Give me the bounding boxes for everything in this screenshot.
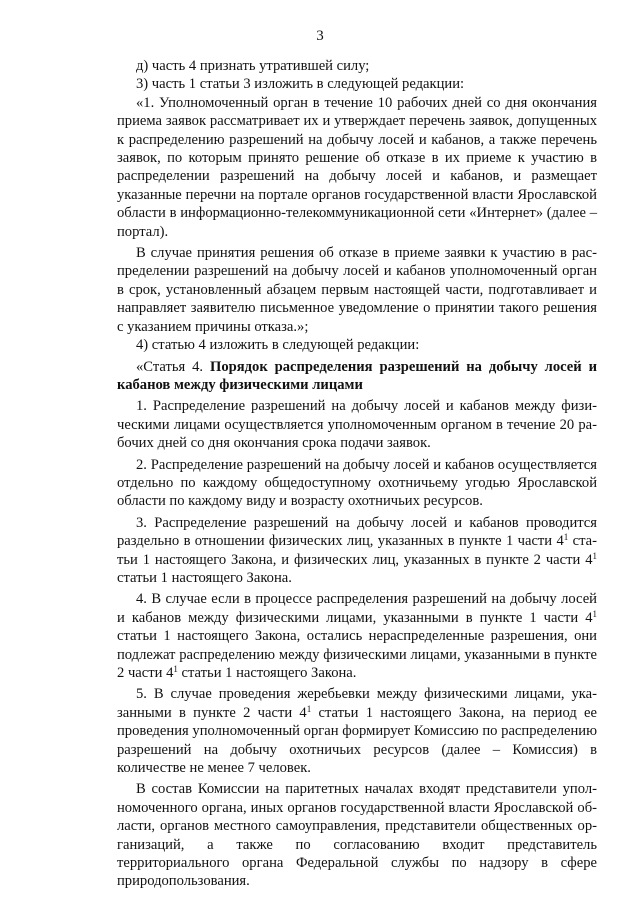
part-3-text-b: статьи 1 настоящего Закона, и физических лиц, указанных в пункте 2 части 4 [117,533,597,568]
paragraph-article3-part1: «1. Уполномоченный орган в течение 10 рабочих дней со дня окончания приема заявок рассматривает их и утверждает перечень заявок, допущенных к распределению разрешений на добычу лосей и кабанов, а также перечень заявок, по которым принято решение об отказе в их приеме к участию в распределении разрешений на добычу лосей и кабанов, и размещает указанные перечни на портале органов государственной власти Ярославской области в информационно-телекоммуникационной сети «Интернет» (далее – портал). [117,94,597,240]
article-4-part-5 [117,685,597,777]
article-4-part-4 [117,590,597,682]
part-4-text-a: 4. В случае если в процессе распределения разрешений на добычу лосей и кабанов между физическими лицами, указанными в пункте 1 части 4 [117,591,597,626]
paragraph-item-4: 4) статью 4 изложить в следующей редакции: [136,337,420,354]
paragraph-refusal-notice: В случае принятия решения об отказе в приеме заявки к участию в распределении разрешений на добычу лосей и кабанов уполномоченный орган в срок, установленный абзацем первым настоящей части, подготавливает и направляет заявителю письменное уведомление о принятии такого решения с указанием причины отказа.»; [117,245,597,335]
superscript: 1 [592,608,597,619]
part-4-text-b: статьи 1 настоящего Закона, остались нераспределенные разрешения, они подлежат распределению между физическими лицами, указанными в пункте 2 части 4 [117,628,597,681]
document-body [117,57,597,891]
part-3-text-a: 3. Распределение разрешений на добычу лосей и кабанов проводится раздельно в отношении физических лиц, указанных в пункте 1 части 4 [117,514,597,550]
part-4-text-c: статьи 1 настоящего Закона. [177,665,357,681]
part-3-text-c: статьи 1 настоящего Закона. [117,569,292,586]
superscript: 1 [306,703,312,714]
paragraph-item-3: 3) часть 1 статьи 3 изложить в следующей редакции: [136,76,465,93]
article-4-part-1: 1. Распределение разрешений на добычу лосей и кабанов между физическими лицами осуществляется уполномоченным органом в течение 20 рабочих дней со дня окончания срока подачи заявок. [117,398,597,452]
commission-composition: В состав Комиссии на паритетных началах входят представители уполномоченного органа, иных органов государственной власти Ярославской области, органов местного самоуправления, представители общественных организаций, а также по согласованию входит представитель территориального органа Федеральной службы по надзору в сфере природопользования. [117,781,597,890]
article-4-title: Порядок распределения разрешений на добычу лосей и кабанов между физическими лицами [117,358,597,393]
superscript: 1 [173,664,178,674]
article-4-part-3 [117,514,597,588]
paragraph-item-d: д) часть 4 признать утратившей силу; [136,58,370,74]
part-5-text-b: статьи 1 настоящего Закона, на период ее проведения уполномоченный орган формирует Комиссию по распределению разрешений на добычу охотничьих ресурсов (далее – Комиссия) в количестве не менее 7 человек. [117,704,597,777]
article-4-label: «Статья 4. [136,358,210,375]
superscript: 1 [592,550,597,561]
superscript: 1 [563,532,569,543]
article-4-heading [117,358,597,395]
page-number: 3 [316,28,324,44]
article-4-part-2: 2. Распределение разрешений на добычу лосей и кабанов осуществляется отдельно по каждому общедоступному охотничьему угодью Ярославской области по каждому виду и возрасту охотничьих ресурсов. [117,456,597,510]
part-5-text-a: 5. В случае проведения жеребьевки между физическими лицами, указанными в пункте 2 части 4 [117,686,597,721]
